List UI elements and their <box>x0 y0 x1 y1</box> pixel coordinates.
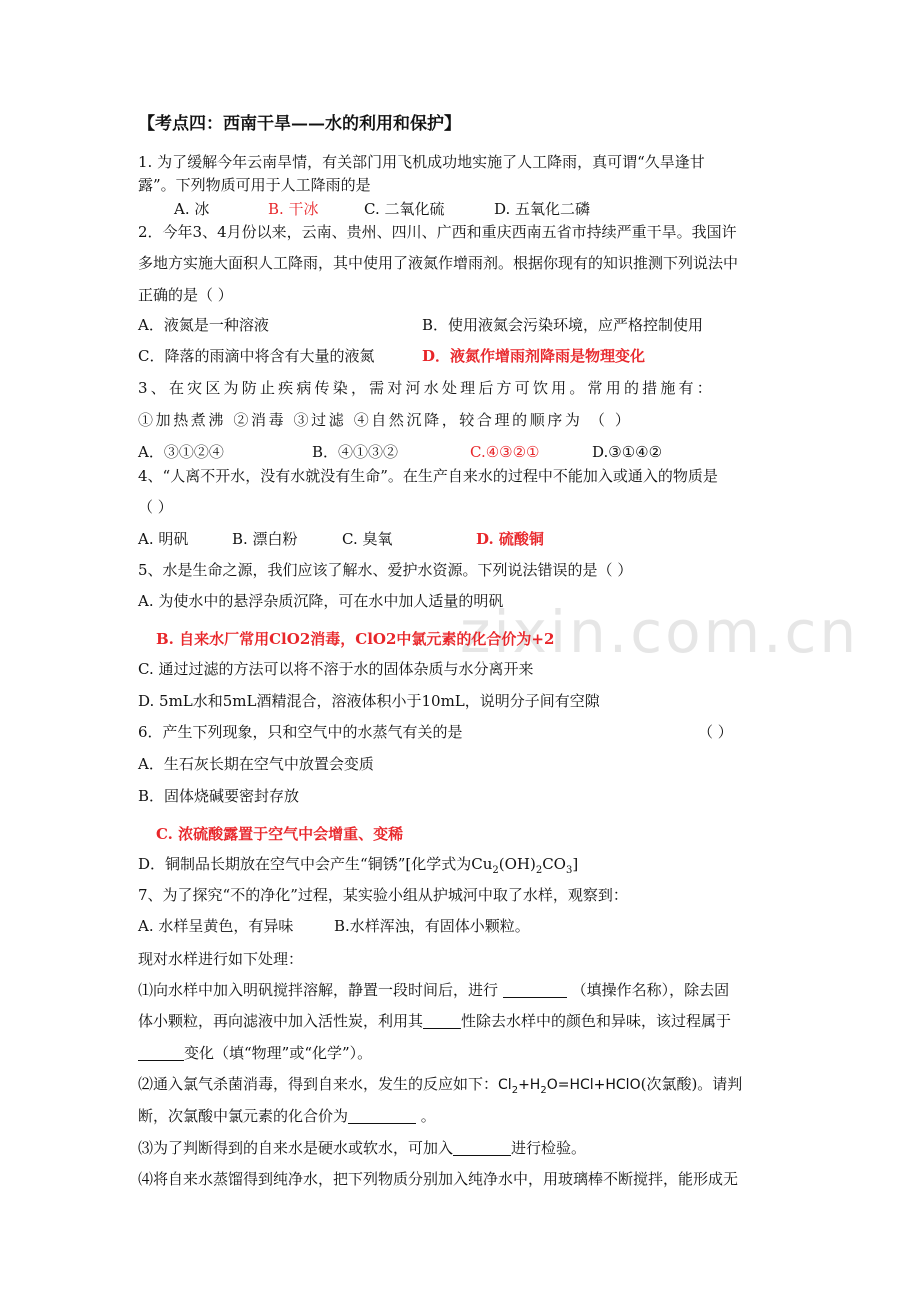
q2-option-b: B．使用液氮会污染环境，应严格控制使用 <box>422 316 704 334</box>
q7-step2-line2 <box>138 1105 436 1127</box>
q7-line1: 7、为了探究“不的净化”过程，某实验小组从护城河中取了水样，观察到： <box>138 886 628 904</box>
q4-line1: 4、“人离不开水，没有水就没有生命”。在生产自来水的过程中不能加入或通入的物质是 <box>138 467 718 485</box>
q2-line2: 多地方实施大面积人工降雨，其中使用了液氮作增雨剂。根据你现有的知识推测下列说法中 <box>138 254 739 272</box>
q7-step1-text-a: ⑴向水样中加入明矾搅拌溶解，静置一段时间后，进行 <box>138 981 499 999</box>
q4-option-d-answer: D. 硫酸铜 <box>476 530 544 548</box>
q7-step1-text-e: 变化（填“物理”或“化学”）。 <box>184 1044 373 1062</box>
q7-step1-text-b: （填操作名称），除去固 <box>571 981 730 999</box>
q7-step2-line1 <box>138 1073 742 1102</box>
q2-option-d-answer: D．液氮作增雨剂降雨是物理变化 <box>422 347 646 365</box>
valence-blank[interactable] <box>348 1107 416 1124</box>
q4-option-b: B. 漂白粉 <box>232 530 298 548</box>
q2-options-cd <box>138 345 645 367</box>
q2-line1: 2．今年3、4月份以来，云南、贵州、四川、广西和重庆西南五省市持续严重干旱。我国许 <box>138 223 737 241</box>
q6-option-d-text: D．铜制品长期放在空气中会产生“铜锈”[化学式为 <box>138 855 472 873</box>
chlorine-reaction-equation: $Cl_2+H_2O=HCl+HClO$ <box>498 1077 641 1096</box>
q7-step1-line1 <box>138 979 729 1001</box>
q6-answer-paren: （ ） <box>698 723 733 741</box>
change-type-blank[interactable] <box>138 1044 184 1061</box>
q7-step2-text-a: ⑵通入氯气杀菌消毒，得到自来水，发生的反应如下： <box>138 1075 499 1093</box>
copper-rust-formula: $Cu_2(OH)_2CO_3$ <box>471 855 573 876</box>
q3-line2: ①加热煮沸 ②消毒 ③过滤 ④自然沉降，较合理的顺序为 （ ） <box>138 411 633 429</box>
q7-step1-line3 <box>138 1042 372 1064</box>
q6-option-a: A．生石灰长期在空气中放置会变质 <box>138 755 374 773</box>
q5-option-d: D. 5mL水和5mL酒精混合，溶液体积小于10mL，说明分子间有空隙 <box>138 692 600 710</box>
watermark: zixin.com.cn <box>460 598 860 666</box>
q5-option-a: A. 为使水中的悬浮杂质沉降，可在水中加人适量的明矾 <box>138 592 504 610</box>
q4-line2: （ ） <box>138 498 173 516</box>
q1-option-d: D. 五氧化二磷 <box>494 200 591 218</box>
q4-option-a: A. 明矾 <box>138 530 189 548</box>
q6-option-b: B．固体烧碱要密封存放 <box>138 787 300 805</box>
q3-option-a: A．③①②④ <box>138 443 224 461</box>
q1-option-b-answer: B. 干冰 <box>268 200 319 218</box>
q5-line1: 5、水是生命之源，我们应该了解水、爱护水资源。下列说法错误的是（ ） <box>138 561 633 579</box>
q2-option-c: C．降落的雨滴中将含有大量的液氮 <box>138 347 375 365</box>
q1-line2: 露”。下列物质可用于人工降雨的是 <box>138 176 371 194</box>
q7-line3: 现对水样进行如下处理： <box>138 950 304 968</box>
q4-options <box>138 528 544 550</box>
q6-line1: 6．产生下列现象，只和空气中的水蒸气有关的是 <box>138 723 463 741</box>
q7-step3-text-b: 进行检验。 <box>511 1139 587 1157</box>
q7-step4: ⑷将自来水蒸馏得到纯净水，把下列物质分别加入纯净水中，用玻璃棒不断搅拌，能形成无 <box>138 1170 739 1188</box>
q7-observation-a: A. 水样呈黄色，有异味 <box>138 917 294 935</box>
q7-step3-text-a: ⑶为了判断得到的自来水是硬水或软水，可加入 <box>138 1139 454 1157</box>
q7-observation-b: B.水样浑浊，有固体小颗粒。 <box>334 917 530 935</box>
reagent-blank[interactable] <box>453 1139 511 1156</box>
q1-option-a: A. 冰 <box>174 200 210 218</box>
q1-options <box>138 198 590 220</box>
q7-step2-text-b: (次氯酸)。请判 <box>640 1075 743 1093</box>
q3-option-c-answer: C.④③②① <box>470 443 540 461</box>
q1-line1: 1. 为了缓解今年云南旱情，有关部门用飞机成功地实施了人工降雨，真可谓“久旱逢甘 <box>138 153 705 171</box>
q2-line3: 正确的是（ ） <box>138 286 233 304</box>
q3-options <box>138 441 662 463</box>
q7-step3 <box>138 1137 586 1159</box>
q7-observations <box>138 915 530 937</box>
q6-option-d <box>138 853 578 882</box>
q7-step2-text-c: 断，次氯酸中氯元素的化合价为 <box>138 1107 349 1125</box>
q4-option-c: C. 臭氧 <box>342 530 393 548</box>
q7-step1-line2 <box>138 1010 731 1032</box>
q1-option-c: C. 二氧化硫 <box>364 200 445 218</box>
q3-line1: 3、在灾区为防止疾病传染，需对河水处理后方可饮用。常用的措施有： <box>138 379 715 397</box>
q5-option-b-answer: B. 自来水厂常用ClO2消毒，ClO2中氯元素的化合价为+2 <box>156 630 555 648</box>
q2-option-a: A．液氮是一种溶液 <box>138 316 269 334</box>
q6-option-d-close: ] <box>572 855 579 873</box>
q7-step1-text-c: 体小颗粒，再向滤液中加入活性炭，利用其 <box>138 1012 424 1030</box>
q7-step2-text-d: 。 <box>416 1107 436 1125</box>
q3-option-d: D.③①④② <box>592 443 663 461</box>
q2-options-ab <box>138 314 703 336</box>
q7-step1-text-d: 性除去水样中的颜色和异味，该过程属于 <box>461 1012 732 1030</box>
operation-name-blank[interactable] <box>503 981 567 998</box>
property-blank[interactable] <box>423 1012 461 1029</box>
q3-option-b: B．④①③② <box>312 443 399 461</box>
section-title: 【考点四：西南干旱——水的利用和保护】 <box>138 114 461 134</box>
q5-option-c: C. 通过过滤的方法可以将不溶于水的固体杂质与水分离开来 <box>138 660 534 678</box>
q6-option-c-answer: C. 浓硫酸露置于空气中会增重、变稀 <box>156 825 404 843</box>
